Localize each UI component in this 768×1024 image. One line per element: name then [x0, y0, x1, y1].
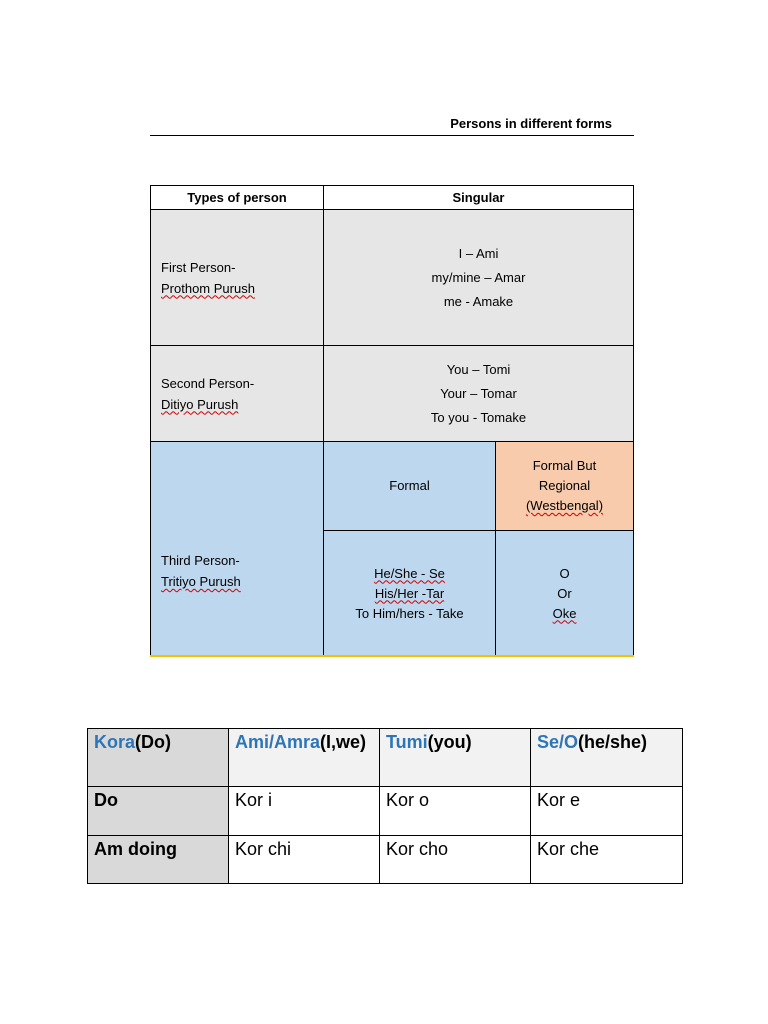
- conjugation-table: [87, 728, 683, 884]
- p2-accent: Tumi: [386, 732, 428, 752]
- header-types-of-person: Types of person: [150, 185, 324, 210]
- first-person-forms: [323, 209, 634, 346]
- p3-accent: Se/O: [537, 732, 579, 752]
- regional-header-line: (Westbengal): [525, 498, 604, 513]
- first-person-form: I – Ami: [458, 245, 499, 261]
- table-row: [88, 787, 683, 836]
- third-person-label: [150, 441, 324, 657]
- conjugation-cell: Kor cho: [380, 836, 531, 884]
- verb-meaning: (Do): [135, 732, 171, 752]
- third-person-formal-forms: [323, 530, 496, 657]
- first-person-form: me - Amake: [443, 293, 514, 309]
- conjugation-cell: Kor chi: [229, 836, 380, 884]
- formal-form: He/She - Se: [374, 565, 445, 581]
- page-title: Persons in different forms: [150, 112, 634, 136]
- conjugation-header-row: [88, 729, 683, 787]
- first-person-header-cell: [229, 729, 380, 787]
- formal-header: [323, 441, 496, 531]
- row-label: Do: [88, 787, 229, 836]
- regional-header-line: Formal But: [532, 458, 597, 473]
- regional-header-line: Regional: [538, 478, 591, 493]
- second-person-english: Second Person-: [161, 375, 255, 391]
- yellow-rule: [150, 655, 634, 657]
- second-person-header-cell: [380, 729, 531, 787]
- table-row: [88, 836, 683, 884]
- p1-accent: Ami/Amra: [235, 732, 321, 752]
- regional-form: O: [559, 565, 570, 581]
- verb-accent: Kora: [94, 732, 136, 752]
- formal-regional-header: [495, 441, 634, 531]
- regional-form: Or: [557, 585, 572, 601]
- formal-form: To Him/hers - Take: [355, 605, 464, 621]
- second-person-form: To you - Tomake: [430, 409, 527, 425]
- conjugation-cell: Kor che: [531, 836, 683, 884]
- third-person-bengali: Tritiyo Purush: [161, 574, 241, 589]
- conjugation-cell: Kor e: [531, 787, 683, 836]
- first-person-english: First Person-: [161, 259, 236, 275]
- formal-form: His/Her -Tar: [374, 585, 445, 601]
- first-person-form: my/mine – Amar: [431, 269, 526, 285]
- conjugation-cell: Kor i: [229, 787, 380, 836]
- second-person-bengali: Ditiyo Purush: [161, 396, 239, 412]
- p2-meaning: (you): [427, 732, 472, 752]
- p1-meaning: (I,we): [320, 732, 367, 752]
- third-person-regional-forms: [495, 530, 634, 657]
- persons-table: [150, 185, 634, 657]
- conjugation-cell: Kor o: [380, 787, 531, 836]
- first-person-bengali: Prothom Purush: [161, 280, 255, 296]
- second-person-form: You – Tomi: [446, 361, 511, 377]
- second-person-forms: [323, 345, 634, 442]
- verb-header-cell: [88, 729, 229, 787]
- second-person-form: Your – Tomar: [440, 385, 517, 401]
- header-singular: Singular: [323, 185, 634, 210]
- regional-form: Oke: [552, 605, 577, 621]
- formal-header-text: Formal: [389, 478, 430, 493]
- second-person-label: [150, 345, 324, 442]
- third-person-english: Third Person-: [161, 553, 240, 568]
- row-label: Am doing: [88, 836, 229, 884]
- first-person-label: [150, 209, 324, 346]
- p3-meaning: (he/she): [578, 732, 648, 752]
- third-person-header-cell: [531, 729, 683, 787]
